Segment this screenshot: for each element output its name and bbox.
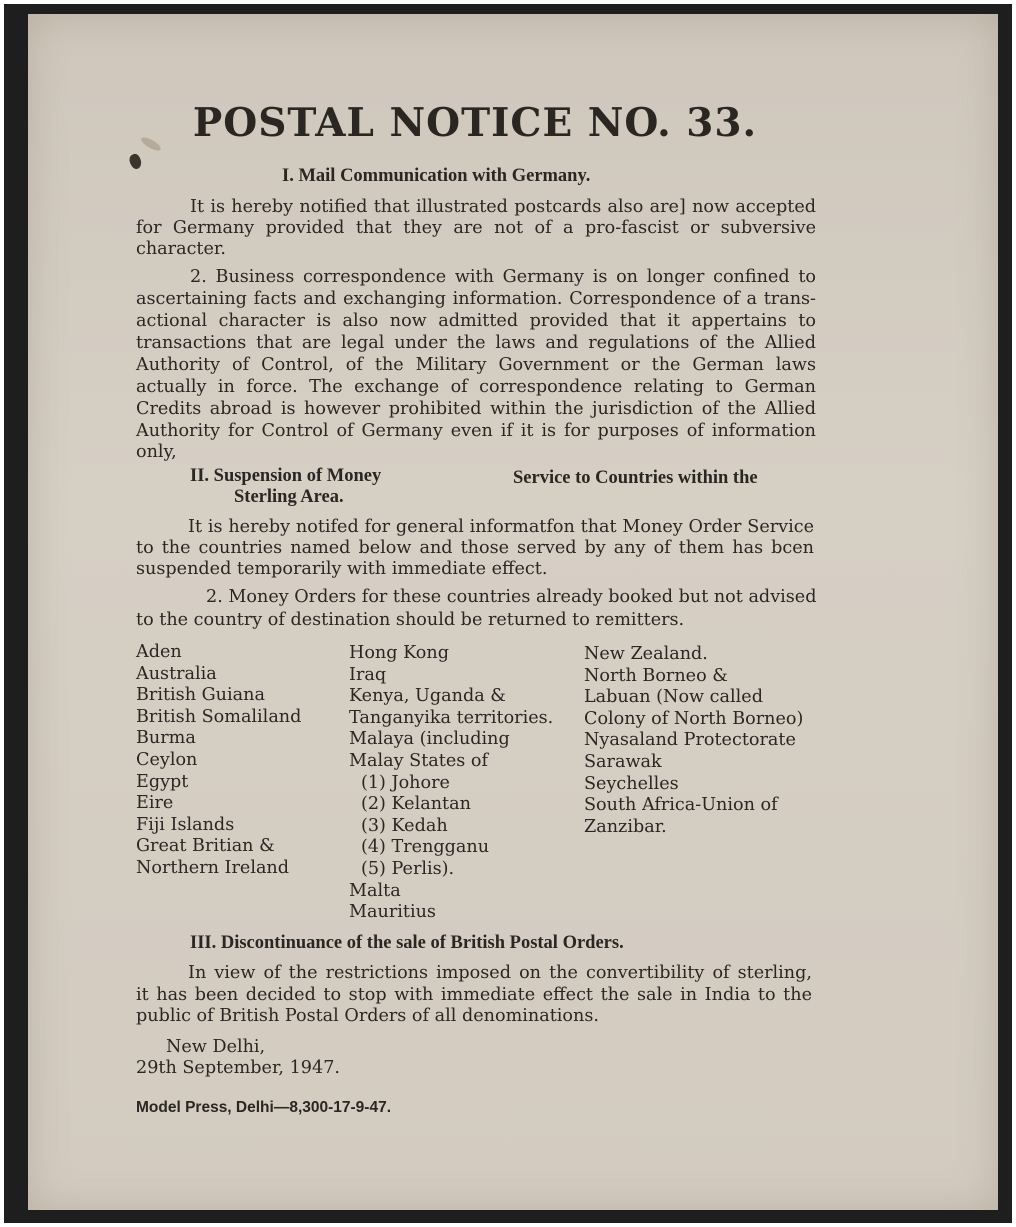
paragraph-line: In view of the restrictions imposed on the convertibility of sterling,	[188, 963, 812, 983]
date: 29th September, 1947.	[136, 1058, 340, 1078]
paragraph-line: for Germany provided that they are not of a pro-fascist or subversive	[136, 218, 816, 238]
country-name: Malaya (including	[349, 729, 510, 750]
paragraph-line: actional character is also now admitted provided that it appertains to	[136, 311, 816, 331]
country-name: Colony of North Borneo)	[584, 708, 804, 729]
notice-title: POSTAL NOTICE NO. 33.	[192, 100, 758, 146]
paragraph-line: public of British Postal Orders of all denominations.	[136, 1006, 599, 1026]
country-name: British Somaliland	[136, 706, 302, 727]
section-1-heading: I. Mail Communication with Germany.	[282, 166, 591, 186]
section-2-heading-sub: Sterling Area.	[234, 487, 344, 507]
paragraph-line: Credits abroad is however prohibited within the jurisdiction of the Allied	[136, 399, 816, 419]
section-2-heading-cont: Service to Countries within the	[513, 468, 758, 488]
paragraph-line: suspended temporarily with immediate effect.	[136, 559, 548, 579]
country-name: Malta	[349, 880, 401, 901]
paragraph-line: to the country of destination should be returned to remitters.	[136, 610, 685, 630]
country-name: Eire	[136, 793, 174, 814]
country-name: Aden	[136, 642, 182, 662]
country-name: New Zealand.	[584, 644, 708, 664]
country-name: British Guiana	[136, 685, 265, 706]
paragraph-line: transactions that are legal under the laws and regulations of the Allied	[136, 333, 816, 353]
country-name: Malay States of	[349, 750, 488, 771]
country-name: Hong Kong	[349, 643, 449, 663]
printer-imprint: Model Press, Delhi—8,300-17-9-47.	[136, 1099, 392, 1116]
country-name: South Africa-Union of	[584, 795, 778, 816]
country-name: Tanganyika territories.	[349, 707, 554, 728]
country-name: Nyasaland Protectorate	[584, 730, 796, 751]
paragraph-line: It is hereby notifed for general informatfon that Money Order Service	[188, 517, 814, 537]
country-name: Sarawak	[584, 751, 662, 772]
country-list-col-2	[349, 643, 553, 924]
paragraph-line: ascertaining facts and exchanging information. Correspondence of a trans-	[136, 289, 816, 309]
country-list-col-3	[584, 644, 803, 838]
country-name: Burma	[136, 728, 196, 749]
country-name: Australia	[136, 663, 217, 684]
country-name: Great Britian &	[136, 836, 275, 857]
country-name: Seychelles	[584, 773, 679, 794]
country-name: Iraq	[349, 664, 387, 685]
section-3-heading: III. Discontinuance of the sale of British Postal Orders.	[190, 933, 624, 953]
paragraph-line: Authority of Control, of the Military Government or the German laws	[136, 355, 816, 375]
country-name: Fiji Islands	[136, 814, 235, 835]
country-name: (1) Johore	[361, 772, 450, 793]
place: New Delhi,	[166, 1037, 266, 1057]
paragraph-line: Authority for Control of Germany even if it is for purposes of information	[136, 421, 816, 441]
paragraph-line: actually in force. The exchange of correspondence relating to German	[136, 377, 816, 397]
country-name: Ceylon	[136, 749, 198, 770]
country-name: (3) Kedah	[361, 815, 448, 836]
country-name: Northern Ireland	[136, 857, 290, 878]
country-name: Labuan (Now called	[584, 687, 763, 708]
paragraph-line: 2. Business correspondence with Germany is on longer confined to	[190, 267, 816, 287]
paragraph-line: 2. Money Orders for these countries already booked but not advised	[206, 587, 817, 607]
country-list-col-1	[136, 642, 301, 880]
country-name: Zanzibar.	[584, 816, 667, 837]
country-name: Egypt	[136, 771, 189, 792]
country-name: (2) Kelantan	[361, 794, 471, 815]
section-2-heading: II. Suspension of Money	[190, 466, 382, 486]
paragraph-line: to the countries named below and those served by any of them has bcen	[136, 538, 814, 558]
paragraph-line: it has been decided to stop with immediate effect the sale in India to the	[136, 985, 812, 1005]
paragraph-line: It is hereby notified that illustrated postcards also are] now accepted	[190, 197, 816, 217]
country-name: (5) Perlis).	[361, 858, 455, 879]
paragraph-line: only,	[136, 442, 177, 462]
country-name: North Borneo &	[584, 665, 728, 686]
country-name: (4) Trengganu	[361, 837, 490, 858]
country-name: Mauritius	[349, 902, 436, 923]
paragraph-line: character.	[136, 239, 226, 259]
country-name: Kenya, Uganda &	[349, 686, 506, 707]
